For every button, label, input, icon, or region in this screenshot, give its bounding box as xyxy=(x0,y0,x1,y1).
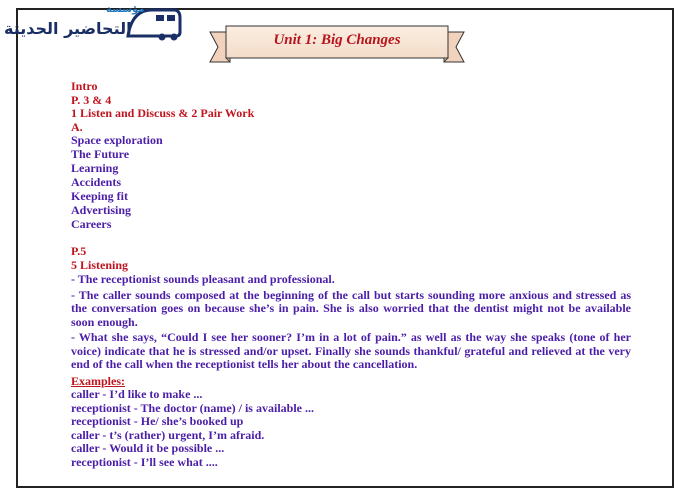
examples-list xyxy=(71,388,631,470)
list-item: Advertising xyxy=(71,203,131,217)
unit-title: Unit 1: Big Changes xyxy=(273,32,401,48)
exercise-heading: 1 Listen and Discuss & 2 Pair Work xyxy=(71,106,255,120)
unit-title-banner xyxy=(206,22,468,68)
page-ref-3-4: P. 3 & 4 xyxy=(71,92,112,107)
logo-main-text: التحاضير الحديثة xyxy=(4,19,132,38)
examples-heading: Examples: xyxy=(71,373,125,388)
list-item: Careers xyxy=(71,217,112,231)
list-item: Space exploration xyxy=(71,133,163,147)
answer-paragraph: - What she says, “Could I see her sooner? I’m in a lot of pain.” as well as the way she speaks (tone of her voice) indicate that he is stressed and/or upset. Finally she sounds thankful/ grateful and relieved at the very end of the call when the receptionist tells her about the cancellation. xyxy=(71,330,631,371)
answer-paragraph: - The caller sounds composed at the beginning of the call but starts sounding more anxious and stressed as the conversation goes on because she’s in pain. She is also worried that the dentist might not be available soon enough. xyxy=(71,287,631,329)
list-item: caller - I’d like to make ... xyxy=(71,387,203,401)
list-item: receptionist - The doctor (name) / is available ... xyxy=(71,400,314,415)
list-item: receptionist - I’ll see what .... xyxy=(71,454,218,469)
list-item: The Future xyxy=(71,147,130,161)
intro-label: Intro xyxy=(71,79,98,93)
publisher-logo xyxy=(2,2,184,44)
answer-paragraph: - The receptionist sounds pleasant and professional. xyxy=(71,272,335,286)
logo-small-text: مؤسسة xyxy=(106,4,145,15)
part-a-label: A. xyxy=(71,119,83,134)
listening-heading: 5 Listening xyxy=(71,257,129,272)
list-item: Accidents xyxy=(71,175,121,189)
page-ref-5: P.5 xyxy=(71,244,87,258)
list-item: caller - t’s (rather) urgent, I’m afraid. xyxy=(71,427,265,442)
list-item: Learning xyxy=(71,161,119,175)
topic-list xyxy=(71,134,631,232)
list-item: Keeping fit xyxy=(71,189,128,203)
worksheet-content xyxy=(71,80,631,470)
list-item: receptionist - He/ she’s booked up xyxy=(71,414,244,429)
list-item: caller - Would it be possible ... xyxy=(71,441,225,456)
